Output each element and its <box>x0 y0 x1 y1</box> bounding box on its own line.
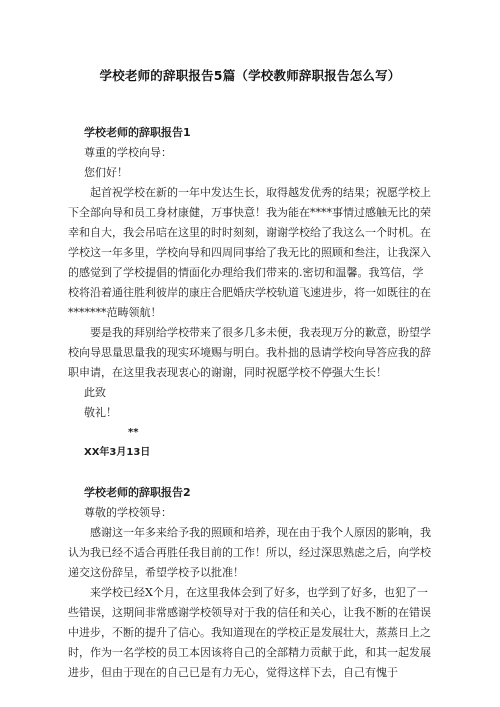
report2-heading: 学校老师的辞职报告2 <box>84 486 191 499</box>
report1-paragraph-1: 起首祝学校在新的一年中发达生长，取得越发优秀的结果；祝愿学校上下全部向导和员工身材康健，万事快意！我为能在****事情过感触无比的荣幸和自大，我会吊唁在这里的时时刻刻，谢谢学校给了我这么一个时机。在学校这一年多里，学校向导和四周同事给了我无比的照顾和叁注，让我深入的感觉到了学校提倡的情面化办理给我们带来的.密切和温馨。我笃信，学校将沿着通往胜利彼岸的康庄合肥婚庆学校轨道飞速进步，将一如既往的在*******范畴领航！ <box>68 186 431 319</box>
page-title: 学校老师的辞职报告5篇（学校教师辞职报告怎么写） <box>99 68 401 83</box>
report1-heading: 学校老师的辞职报告1 <box>84 126 191 139</box>
report1-closing-2: 敬礼！ <box>84 406 117 419</box>
section-spacer <box>68 463 433 483</box>
report1-salutation: 尊重的学校向导： <box>84 146 172 159</box>
report1-signature: ** <box>128 427 139 438</box>
document-body <box>68 123 433 683</box>
report1-date: XX年3月13日 <box>84 447 151 458</box>
report1-greeting: 您们好！ <box>84 166 128 179</box>
report2-salutation: 尊敬的学校领导： <box>84 506 172 519</box>
report1-closing-1: 此致 <box>84 386 106 399</box>
report2-paragraph-1: 感谢这一年多来给予我的照顾和培养，现在由于我个人原因的影响，我认为我已经不适合再胜任我目前的工作！所以，经过深思熟虑之后，向学校递交这份辞呈，希望学校予以批准！ <box>68 526 431 579</box>
report2-paragraph-2: 来学校已经X个月，在这里我体会到了好多，也学到了好多，也犯了一些错误，这期间非常感谢学校领导对于我的信任和关心，让我不断的在错误中进步，不断的提升了信心。我知道现在的学校正是发展壮大，蒸蒸日上之时，作为一名学校的员工本因该将自己的全部精力贡献于此，和其一起发展进步，但由于现在的自己已是有力无心，觉得这样下去，自己有愧于 <box>68 586 431 679</box>
report1-paragraph-2: 要是我的拜别给学校带来了很多几多未便，我表现万分的歉意，盼望学校向导思量思量我的现实环境赐与明白。我朴拙的恳请学校向导答应我的辞职申请，在这里我表现衷心的谢谢，同时祝愿学校不停强大生长！ <box>68 326 431 379</box>
